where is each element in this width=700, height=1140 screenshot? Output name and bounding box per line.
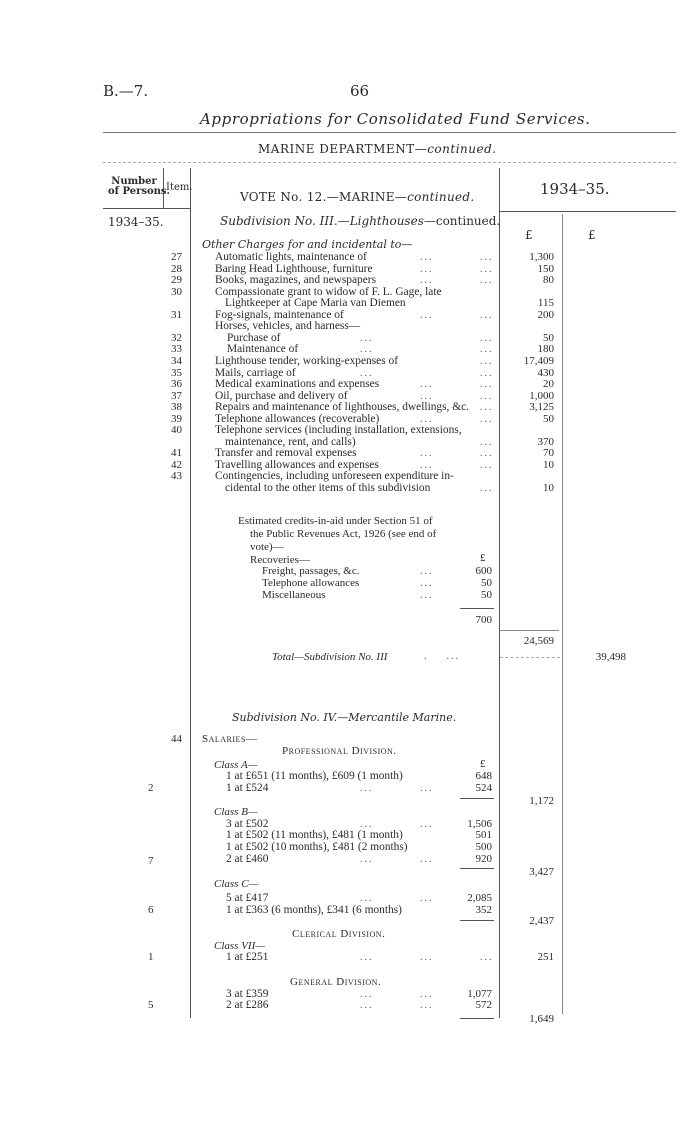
item-number: 39 bbox=[171, 412, 182, 425]
item-number: 30 bbox=[171, 285, 182, 298]
salary-amount: 1,506 bbox=[467, 818, 492, 830]
leader-dots: ... bbox=[420, 275, 434, 287]
line-item-amount: 150 bbox=[537, 262, 554, 275]
leader-dots: . ... bbox=[424, 651, 460, 662]
line-item-amount: 115 bbox=[537, 297, 554, 310]
credit-item-label: Telephone allowances bbox=[262, 577, 360, 589]
subdivision-3-heading: Subdivision No. III.—Lighthouses—continued. bbox=[220, 214, 501, 228]
document-reference: B.—7. bbox=[103, 82, 149, 100]
line-item-amount: 20 bbox=[543, 378, 554, 391]
line-item-amount: 10 bbox=[543, 482, 554, 494]
credits-line: Estimated credits-in-aid under Section 51 of bbox=[238, 515, 433, 527]
item-number: 29 bbox=[171, 274, 182, 287]
professional-division-heading: Professional Division. bbox=[282, 745, 397, 757]
salary-detail: 2 at £286 bbox=[226, 999, 269, 1011]
leader-dots: ... bbox=[480, 448, 494, 460]
leader-dots: ... bbox=[480, 402, 494, 414]
leader-dots: ... bbox=[360, 1000, 374, 1011]
persons-column-header: Number of Persons. bbox=[108, 176, 171, 197]
line-item-amount: 1,000 bbox=[529, 389, 554, 402]
header-bottom-rule bbox=[499, 211, 676, 212]
subdivision-3-subtotal: 24,569 bbox=[523, 635, 554, 647]
leader-dots: ... bbox=[360, 344, 374, 356]
item-number: 43 bbox=[171, 470, 182, 483]
credits-line: vote)— bbox=[250, 541, 284, 553]
leader-dots: ... bbox=[480, 390, 494, 402]
item-number: 28 bbox=[171, 262, 182, 275]
leader-dots: ... bbox=[420, 893, 434, 904]
credits-line: the Public Revenues Act, 1926 (see end of bbox=[250, 528, 437, 540]
line-item-description: Horses, vehicles, and harness— bbox=[215, 320, 361, 333]
salary-amount: 1,077 bbox=[467, 988, 492, 1000]
leader-dots: ... bbox=[480, 436, 494, 448]
item-number: 34 bbox=[171, 354, 182, 367]
item-number: 27 bbox=[171, 251, 182, 263]
salary-detail: 3 at £502 bbox=[226, 818, 269, 830]
line-item-description: Automatic lights, maintenance of bbox=[215, 251, 367, 263]
leader-dots: ... bbox=[360, 893, 374, 904]
line-item-amount: 50 bbox=[543, 331, 554, 344]
persons-year: 1934–35. bbox=[108, 215, 164, 229]
leader-dots: ... bbox=[420, 566, 434, 577]
credit-item-amount: 600 bbox=[475, 565, 492, 577]
leader-dots: ... bbox=[420, 263, 434, 275]
item-number: 38 bbox=[171, 401, 182, 414]
item-number: 32 bbox=[171, 331, 182, 344]
class-total: 1,649 bbox=[529, 1013, 554, 1025]
credit-item-label: Freight, passages, &c. bbox=[262, 565, 360, 577]
line-item-amount: 370 bbox=[537, 435, 554, 448]
leader-dots: ... bbox=[420, 448, 434, 460]
subtotal-rule bbox=[460, 1018, 494, 1019]
persons-count: 5 bbox=[148, 999, 154, 1011]
line-item-amount: 3,125 bbox=[529, 401, 554, 414]
leader-dots: ... bbox=[480, 483, 494, 494]
line-item-description: Repairs and maintenance of lighthouses, dwellings, &c. bbox=[215, 401, 470, 414]
leader-dots: ... bbox=[420, 578, 434, 589]
page-number: 66 bbox=[350, 82, 370, 100]
item-number: 36 bbox=[171, 378, 182, 391]
credit-item-label: Miscellaneous bbox=[262, 589, 326, 601]
leader-dots: ... bbox=[480, 332, 494, 344]
salary-detail: 1 at £651 (11 months), £609 (1 month) bbox=[226, 770, 403, 782]
salary-detail: 1 at £502 (10 months), £481 (2 months) bbox=[226, 841, 408, 853]
header-bottom-rule bbox=[103, 208, 191, 209]
leader-dots: ... bbox=[360, 367, 374, 379]
class-label: Class VII— bbox=[214, 940, 266, 952]
line-item-description: maintenance, rent, and calls) bbox=[225, 435, 356, 448]
salary-detail: 1 at £363 (6 months), £341 (6 months) bbox=[226, 904, 402, 916]
total-rule bbox=[500, 657, 560, 658]
leader-dots: ... bbox=[480, 252, 494, 263]
leader-dots: ... bbox=[420, 459, 434, 471]
persons-count: 7 bbox=[148, 855, 154, 867]
line-item-description: Baring Head Lighthouse, furniture bbox=[215, 262, 373, 275]
line-item-description: Travelling allowances and expenses bbox=[215, 458, 379, 471]
column-divider bbox=[190, 168, 191, 1018]
salary-detail: 1 at £524 bbox=[226, 782, 269, 794]
persons-count: 1 bbox=[148, 951, 154, 963]
line-item-description: Oil, purchase and delivery of bbox=[215, 389, 348, 402]
leader-dots: ... bbox=[480, 367, 494, 379]
leader-dots: ... bbox=[480, 952, 494, 963]
subtotal-rule bbox=[460, 798, 494, 799]
class-label: Class B— bbox=[214, 806, 258, 818]
leader-dots: ... bbox=[360, 952, 374, 963]
salary-detail: 1 at £502 (11 months), £481 (1 month) bbox=[226, 829, 403, 841]
department-heading: MARINE DEPARTMENT—continued. bbox=[258, 142, 497, 156]
leader-dots: ... bbox=[420, 783, 434, 794]
header-rule bbox=[103, 132, 676, 133]
line-item-amount: 200 bbox=[537, 308, 554, 321]
class-total: 3,427 bbox=[529, 866, 554, 878]
leader-dots: ... bbox=[480, 413, 494, 425]
salary-detail: 5 at £417 bbox=[226, 892, 269, 904]
line-item-description: Medical examinations and expenses bbox=[215, 378, 380, 391]
item-number: 37 bbox=[171, 389, 182, 402]
line-item-description: Books, magazines, and newspapers bbox=[215, 274, 377, 287]
item-number: 33 bbox=[171, 343, 182, 356]
leader-dots: ... bbox=[480, 309, 494, 321]
pound-sign: £ bbox=[588, 228, 596, 242]
salary-amount: 572 bbox=[475, 999, 492, 1011]
general-division-heading: General Division. bbox=[290, 976, 382, 988]
recoveries-label: Recoveries— bbox=[250, 554, 310, 566]
leader-dots: ... bbox=[420, 819, 434, 830]
line-item-amount: 17,409 bbox=[523, 354, 554, 367]
line-item-description: Telephone services (including installation, extensions, bbox=[215, 424, 462, 437]
salary-amount: 524 bbox=[475, 782, 492, 794]
salary-detail: 2 at £460 bbox=[226, 853, 269, 865]
item-number: 44 bbox=[171, 733, 182, 745]
salary-amount: 648 bbox=[475, 770, 492, 782]
leader-dots: ... bbox=[420, 989, 434, 1000]
item-number: 40 bbox=[171, 424, 182, 437]
table-top-rule bbox=[103, 162, 676, 163]
credits-total: 700 bbox=[475, 614, 492, 626]
other-charges-label: Other Charges for and incidental to— bbox=[202, 238, 413, 251]
subdivision-3-total: 39,498 bbox=[595, 651, 626, 663]
subtotal-rule bbox=[499, 630, 559, 631]
leader-dots: ... bbox=[480, 355, 494, 367]
class-label: Class A— bbox=[214, 759, 258, 771]
line-item-description: Fog-signals, maintenance of bbox=[215, 308, 344, 321]
line-item-description: Purchase of bbox=[227, 331, 281, 344]
leader-dots: ... bbox=[480, 459, 494, 471]
line-item-amount: 430 bbox=[537, 366, 554, 379]
leader-dots: ... bbox=[420, 390, 434, 402]
leader-dots: ... bbox=[420, 413, 434, 425]
leader-dots: ... bbox=[480, 275, 494, 287]
salary-amount: 920 bbox=[475, 853, 492, 865]
line-item-description: cidental to the other items of this subdivision bbox=[225, 482, 431, 494]
line-item-amount: 10 bbox=[543, 458, 554, 471]
leader-dots: ... bbox=[360, 332, 374, 344]
line-item-amount: 180 bbox=[537, 343, 554, 356]
leader-dots: ... bbox=[420, 854, 434, 865]
leader-dots: ... bbox=[420, 309, 434, 321]
year-column-header: 1934–35. bbox=[540, 180, 610, 198]
leader-dots: ... bbox=[360, 783, 374, 794]
leader-dots: ... bbox=[420, 590, 434, 601]
salaries-label: Salaries— bbox=[202, 733, 258, 745]
persons-count: 6 bbox=[148, 904, 154, 916]
leader-dots: ... bbox=[420, 379, 434, 391]
leader-dots: ... bbox=[420, 952, 434, 963]
leader-dots: ... bbox=[420, 1000, 434, 1011]
subtotal-rule bbox=[460, 608, 494, 609]
leader-dots: ... bbox=[420, 252, 434, 263]
line-item-amount: 80 bbox=[543, 274, 554, 287]
line-item-description: Telephone allowances (recoverable) bbox=[215, 412, 380, 425]
salary-amount: 2,085 bbox=[467, 892, 492, 904]
leader-dots: ... bbox=[480, 344, 494, 356]
leader-dots: ... bbox=[360, 989, 374, 1000]
line-item-description: Compassionate grant to widow of F. L. Gage, late bbox=[215, 285, 442, 298]
class-label: Class C— bbox=[214, 878, 259, 890]
item-number: 42 bbox=[171, 458, 182, 471]
item-number: 35 bbox=[171, 366, 182, 379]
clerical-division-heading: Clerical Division. bbox=[292, 928, 386, 940]
line-item-description: Mails, carriage of bbox=[215, 366, 296, 379]
salary-amount: 500 bbox=[475, 841, 492, 853]
line-item-description: Contingencies, including unforeseen expenditure in- bbox=[215, 470, 454, 483]
subdivision-4-heading: Subdivision No. IV.—Mercantile Marine. bbox=[232, 711, 457, 724]
salary-amount: 501 bbox=[475, 829, 492, 841]
credit-item-amount: 50 bbox=[481, 577, 492, 589]
line-item-description: Transfer and removal expenses bbox=[215, 447, 357, 460]
pound-sign: £ bbox=[525, 228, 533, 242]
subtotal-rule bbox=[460, 920, 494, 921]
item-column-header: Item. bbox=[166, 182, 193, 193]
pound-sign: £ bbox=[480, 758, 486, 770]
salary-detail: 1 at £251 bbox=[226, 951, 269, 963]
line-item-description: Lighthouse tender, working-expenses of bbox=[215, 354, 399, 367]
column-divider bbox=[562, 214, 563, 1014]
item-number: 31 bbox=[171, 308, 182, 321]
subdivision-3-total-label: Total—Subdivision No. III bbox=[272, 651, 388, 663]
credit-item-amount: 50 bbox=[481, 589, 492, 601]
leader-dots: ... bbox=[360, 819, 374, 830]
leader-dots: ... bbox=[360, 854, 374, 865]
line-item-amount: 1,300 bbox=[529, 251, 554, 263]
line-item-description: Lightkeeper at Cape Maria van Diemen bbox=[225, 297, 406, 310]
column-divider bbox=[499, 168, 500, 1018]
line-item-amount: 70 bbox=[543, 447, 554, 460]
leader-dots: ... bbox=[480, 263, 494, 275]
class-total: 1,172 bbox=[529, 795, 554, 807]
line-item-description: Maintenance of bbox=[227, 343, 299, 356]
vote-heading: VOTE No. 12.—MARINE—continued. bbox=[240, 190, 475, 204]
line-item-amount: 50 bbox=[543, 412, 554, 425]
page-title: Appropriations for Consolidated Fund Services. bbox=[200, 110, 591, 128]
class-total: 251 bbox=[537, 951, 554, 963]
subtotal-rule bbox=[460, 868, 494, 869]
salary-amount: 352 bbox=[475, 904, 492, 916]
pound-sign: £ bbox=[480, 552, 486, 564]
item-number: 41 bbox=[171, 447, 182, 460]
salary-detail: 3 at £359 bbox=[226, 988, 269, 1000]
class-total: 2,437 bbox=[529, 915, 554, 927]
leader-dots: ... bbox=[480, 379, 494, 391]
persons-count: 2 bbox=[148, 782, 154, 794]
